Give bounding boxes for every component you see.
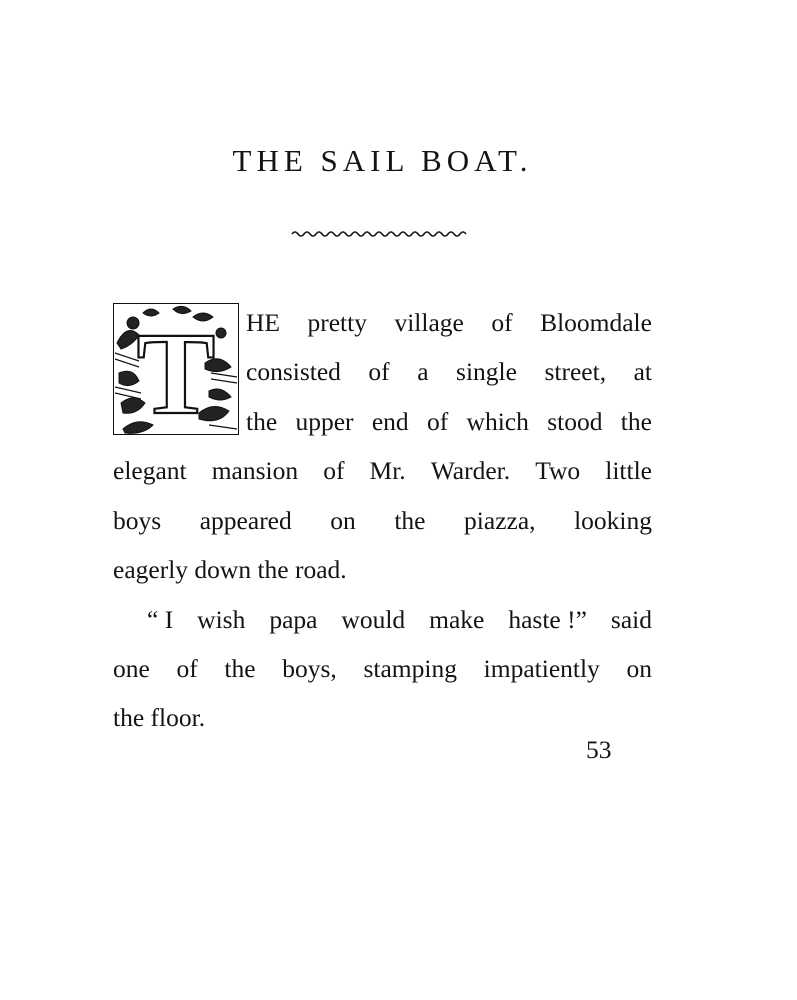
text-line-4: elegant mansion of Mr. Warder. Two little — [113, 456, 652, 485]
text-line-6: eagerly down the road. — [113, 555, 347, 584]
text-line-2: consisted of a single street, at — [246, 357, 652, 386]
text-line-9: the floor. — [113, 703, 206, 732]
page-number: 53 — [586, 735, 612, 764]
decorated-initial-t — [113, 303, 239, 435]
text-line-3: the upper end of which stood the — [246, 407, 652, 436]
text-line-7: “ I wish papa would make haste !” said — [147, 605, 652, 634]
wavy-rule-ornament — [290, 228, 470, 240]
svg-text:T: T — [136, 308, 216, 435]
chapter-title: THE SAIL BOAT. — [232, 143, 533, 178]
text-line-5: boys appeared on the piazza, looking — [113, 506, 652, 535]
text-line-1: HE pretty village of Bloomdale — [246, 308, 652, 337]
text-line-8: one of the boys, stamping impatiently on — [113, 654, 652, 683]
